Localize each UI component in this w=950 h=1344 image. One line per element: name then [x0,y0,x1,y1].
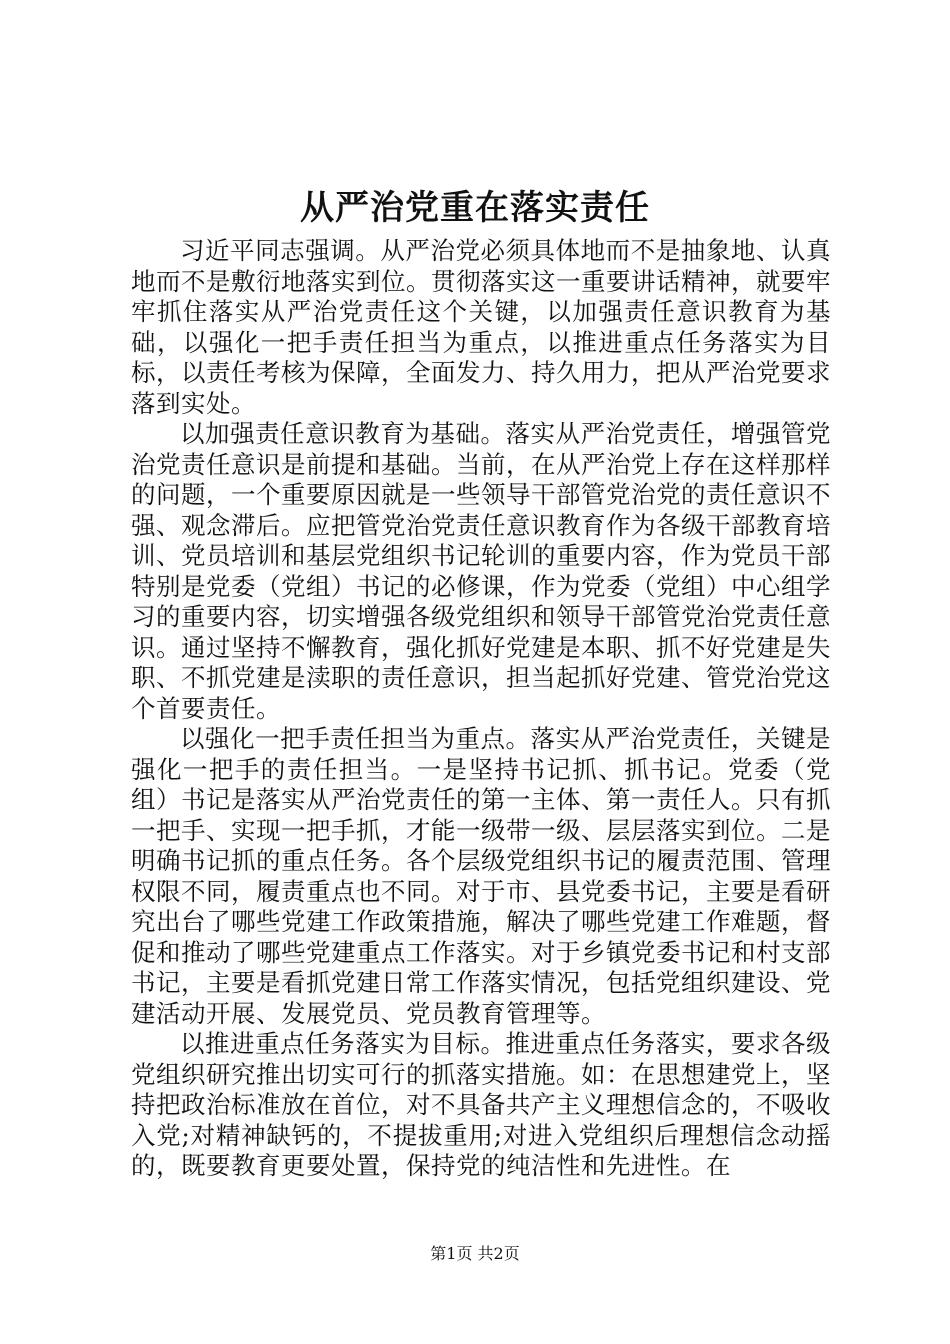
page-number-footer: 第1页 共2页 [430,1244,520,1263]
paragraph: 以加强责任意识教育为基础。落实从严治党责任，增强管党治党责任意识是前提和基础。当前，在从严治党上存在这样那样的问题，一个重要原因就是一些领导干部管党治党的责任意识不强、观念滞后。应把管党治党责任意识教育作为各级干部教育培训、党员培训和基层党组织书记轮训的重要内容，作为党员干部特别是党委（党组）书记的必修课，作为党委（党组）中心组学习的重要内容，切实增强各级党组织和领导干部管党治党责任意识。通过坚持不懈教育，强化抓好党建是本职、抓不好党建是失职、不抓党建是渎职的责任意识，担当起抓好党建、管党治党这个首要责任。 [131,419,831,723]
paragraph: 习近平同志强调。从严治党必须具体地而不是抽象地、认真地而不是敷衍地落实到位。贯彻落实这一重要讲话精神，就要牢牢抓住落实从严治党责任这个关键，以加强责任意识教育为基础，以强化一把手责任担当为重点，以推进重点任务落实为目标，以责任考核为保障，全面发力、持久用力，把从严治党要求落到实处。 [131,236,831,418]
paragraph: 以推进重点任务落实为目标。推进重点任务落实，要求各级党组织研究推出切实可行的抓落实措施。如：在思想建党上，坚持把政治标准放在首位，对不具备共产主义理想信念的，不吸收入党;对精神缺钙的，不提拔重用;对进入党组织后理想信念动摇的，既要教育更要处置，保持党的纯洁性和先进性。在 [131,1029,831,1180]
document-body [131,236,831,1182]
paragraph: 以强化一把手责任担当为重点。落实从严治党责任，关键是强化一把手的责任担当。一是坚持书记抓、抓书记。党委（党组）书记是落实从严治党责任的第一主体、第一责任人。只有抓一把手、实现一把手抓，才能一级带一级、层层落实到位。二是明确书记抓的重点任务。各个层级党组织书记的履责范围、管理权限不同，履责重点也不同。对于市、县党委书记，主要是看研究出台了哪些党建工作政策措施，解决了哪些党建工作难题，督促和推动了哪些党建重点工作落实。对于乡镇党委书记和村支部书记，主要是看抓党建日常工作落实情况，包括党组织建设、党建活动开展、发展党员、党员教育管理等。 [131,724,831,1028]
document-title: 从严治党重在落实责任 [300,188,650,228]
